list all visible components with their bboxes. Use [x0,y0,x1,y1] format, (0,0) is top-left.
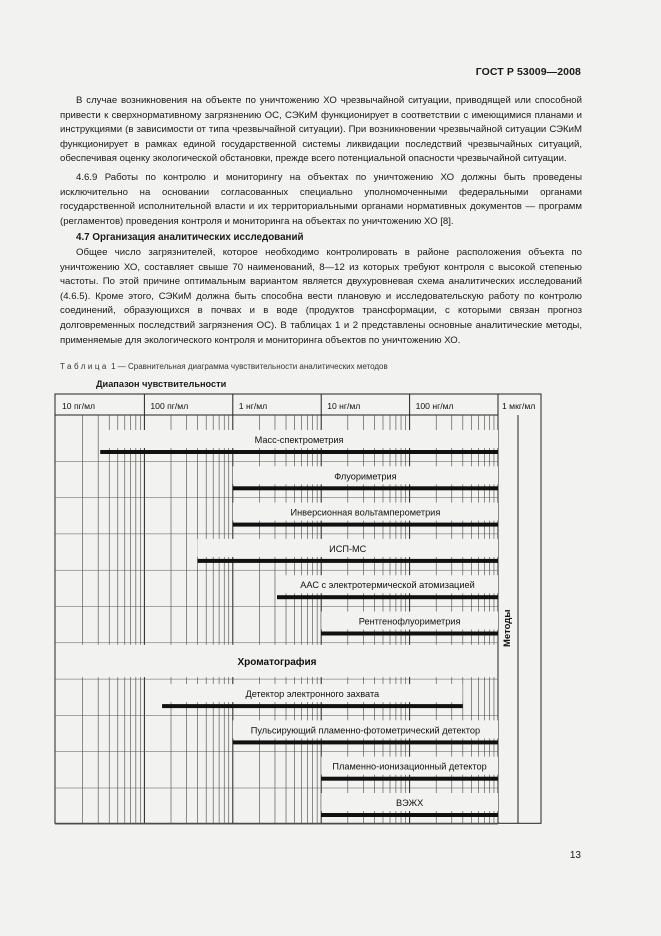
method-range-bar [233,523,498,527]
standard-header: ГОСТ Р 53009—2008 [475,66,581,78]
method-label: Пульсирующий пламенно-фотометрический детектор [250,725,481,736]
method-range-bar [162,704,463,708]
method-range-bar [321,777,498,781]
method-label: ААС с электротермической атомизацией [300,580,475,591]
paragraph-4-6-9: 4.6.9 Работы по контролю и мониторингу на объектах по уничтожению ХО должны быть проведены исключительно на основании согласованных специально уполномоченными федеральными органами государственной исполнительной власти и их территориальными органами нормативных документов — программ (регламентов) проведения контроля и мониторинга на объектах по уничтожению ХО [8]. [60,171,582,227]
paragraph-emergency: В случае возникновения на объекте по уничтожению ХО чрезвычайной ситуации, приводящей или способной привести к сверхнормативному загрязнению ОС, СЭКиМ функционирует в соответствии с имеющимися планами и инструкциями (в зависимости от типа чрезвычайной ситуации). При возникновении чрезвычайной ситуации СЭКиМ функционирует в рамках единой государственной системы ликвидации последствий чрезвычайных ситуаций, обеспечивая оценку экологической обстановки, прежде всего потенциальной опасности чрезвычайной ситуации. [60,95,582,165]
method-group-label: Хроматография [237,656,317,668]
method-label: Флуориметрия [334,471,397,482]
method-range-bar [197,559,498,563]
method-label: ИСП-МС [329,543,367,554]
section-heading-4-7: 4.7 Организация аналитических исследований [76,232,304,244]
method-label: ВЭЖХ [395,798,424,808]
table-caption-prefix: Таблица [60,362,109,371]
paragraph-pollutants: Общее число загрязнителей, которое необходимо контролировать в районе расположения объекта по уничтожению ХО, составляет свыше 70 наименований, 8—12 из которых требуют контроля с высокой степенью частоты. По этой причине оптимальным вариантом является двухуровневая схема аналитических исследований (4.6.5). Кроме этого, СЭКиМ должна быть способна вести плановую и исследовательскую работу по контролю соединений, образующихся в почвах и в воде (продуктов трансформации, с которыми связан прогноз долговременных последствий загрязнения ОС). В таблицах 1 и 2 представлены основные аналитические методы, применяемые для экологического контроля и мониторинга объектов по уничтожению ХО. [60,246,582,346]
method-range-bar [100,450,498,454]
method-range-bar [321,632,498,636]
method-range-bar [233,740,498,744]
sensitivity-range-title: Диапазон чувствительности [96,379,227,389]
table-caption [60,362,388,371]
method-label: Пламенно-ионизационный детектор [332,761,487,772]
sensitivity-diagram [54,393,544,825]
method-range-bar [277,595,498,599]
method-label: Инверсионная вольтамперометрия [290,507,441,518]
scale-label: 10 нг/мл [327,401,361,411]
table-caption-text: 1 — Сравнительная диаграмма чувствительности аналитических методов [108,362,388,371]
method-label: Рентгенофлуориметрия [358,616,461,627]
scale-label: 100 нг/мл [415,401,454,411]
method-label: Детектор электронного захвата [245,689,380,700]
method-range-bar [321,813,498,817]
scale-label: 1 мкг/мл [502,401,536,411]
method-range-bar [233,486,498,490]
page-number: 13 [569,850,581,861]
scale-label: 100 пг/мл [150,401,189,411]
scale-label: 1 нг/мл [238,401,268,411]
methods-side-label: Методы [502,609,513,647]
method-label: Масс-спектрометрия [254,435,344,445]
scale-label: 10 пг/мл [62,401,96,411]
body-text [60,94,582,348]
